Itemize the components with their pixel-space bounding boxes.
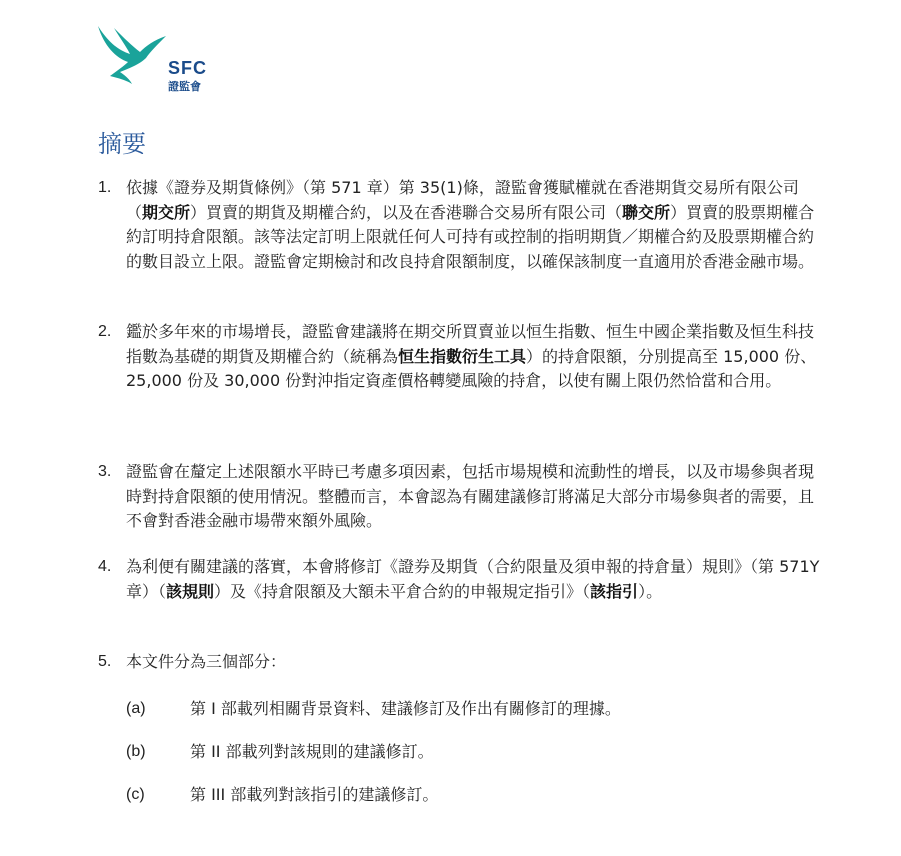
paragraph-2: [98, 320, 828, 394]
subitem-label: (c): [126, 786, 145, 803]
subitem-c: [126, 783, 438, 807]
paragraph-number: 4.: [98, 558, 112, 575]
subitem-label: (b): [126, 743, 146, 760]
logo-chinese: 證監會: [168, 80, 201, 93]
page-title: 摘要: [98, 130, 146, 158]
paragraph-text: 本文件分為三個部分：: [126, 652, 287, 671]
eagle-icon: [96, 24, 168, 84]
paragraph-text: 鑑於多年來的市場增長，證監會建議將在期交所買賣並以恒生指數、恒生中國企業指數及恒生科技指數為基礎的期貨及期權合約（統稱為恒生指數衍生工具）的持倉限額，分別提高至 15,000 份、25,000 份及 30,000 份對沖指定資產價格轉變風險的持倉，以使有關上限仍然恰當和合用。: [126, 322, 817, 390]
paragraph-4: [98, 555, 828, 604]
paragraph-number: 2.: [98, 323, 112, 340]
subitem-text: 第 I 部載列相關背景資料、建議修訂及作出有關修訂的理據。: [190, 699, 621, 718]
paragraph-number: 1.: [98, 179, 112, 196]
sfc-logo: [96, 24, 216, 96]
paragraph-text: 為利便有關建議的落實，本會將修訂《證券及期貨（合約限量及須申報的持倉量）規則》（第 571Y 章）（該規則）及《持倉限額及大額未平倉合約的申報規定指引》（該指引）。: [126, 557, 820, 601]
paragraph-number: 3.: [98, 463, 112, 480]
paragraph-3: [98, 460, 828, 534]
subitem-b: [126, 740, 434, 764]
paragraph-text: 證監會在釐定上述限額水平時已考慮多項因素，包括市場規模和流動性的增長，以及市場參與者現時對持倉限額的使用情況。整體而言，本會認為有關建議修訂將滿足大部分市場參與者的需要，且不會對香港金融市場帶來額外風險。: [126, 462, 815, 530]
subitem-text: 第 III 部載列對該指引的建議修訂。: [190, 785, 439, 804]
paragraph-5: [98, 650, 828, 675]
subitem-text: 第 II 部載列對該規則的建議修訂。: [190, 742, 434, 761]
logo-abbr: SFC: [168, 58, 207, 78]
paragraph-text: 依據《證券及期貨條例》（第 571 章）第 35(1)條，證監會獲賦權就在香港期貨交易所有限公司（期交所）買賣的期貨及期權合約，以及在香港聯合交易所有限公司（聯交所）買賣的股票期權合約訂明持倉限額。該等法定訂明上限就任何人可持有或控制的指明期貨／期權合約及股票期權合約的數目設立上限。證監會定期檢討和改良持倉限額制度，以確保該制度一直適用於香港金融市場。: [126, 178, 815, 271]
paragraph-number: 5.: [98, 653, 112, 670]
subitem-a: [126, 697, 621, 721]
subitem-label: (a): [126, 700, 146, 717]
paragraph-1: [98, 176, 828, 274]
